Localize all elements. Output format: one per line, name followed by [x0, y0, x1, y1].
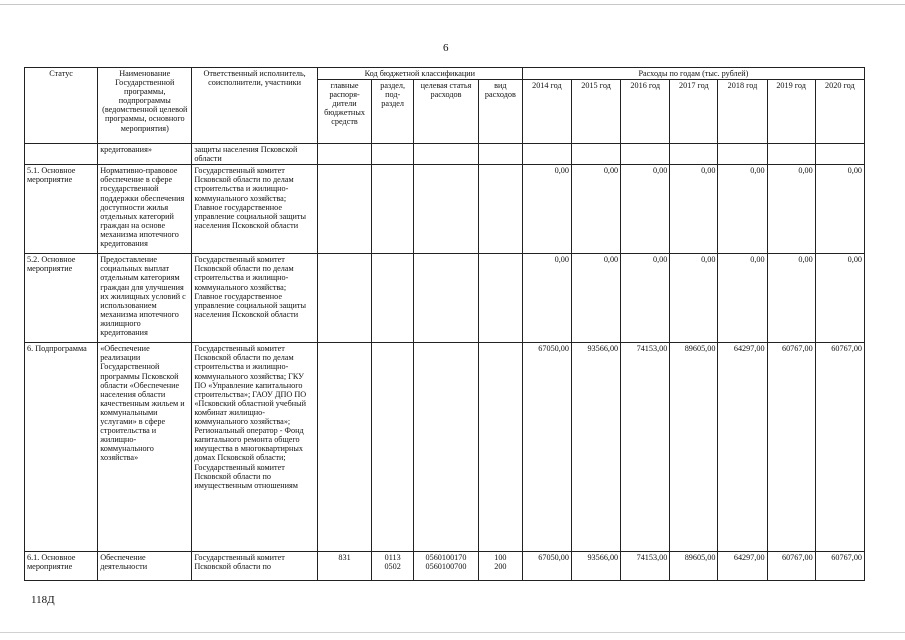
- cell-value-2016: 0,00: [621, 254, 670, 343]
- cell-status: 5.2. Основное мероприятие: [25, 254, 98, 343]
- cell-type: [478, 343, 522, 552]
- cell-type-line: 100: [494, 553, 507, 563]
- budget-table: [24, 67, 865, 581]
- cell-grbs: [317, 165, 371, 254]
- cell-executor: Государственный комитет Псковской области по: [192, 552, 318, 581]
- header-year-2015: 2015 год: [571, 80, 620, 144]
- cell-value-2019: 0,00: [767, 254, 815, 343]
- cell-name: Обеспечение деятельности: [98, 552, 192, 581]
- cell-value-2019: 60767,00: [767, 343, 815, 552]
- cell-value-2015: 93566,00: [571, 343, 620, 552]
- cell-value-2017: 0,00: [670, 254, 718, 343]
- cell-value-2014: 0,00: [522, 254, 571, 343]
- cell-section-line: 0113: [384, 553, 401, 563]
- cell-grbs: [317, 254, 371, 343]
- cell-value-2018: 64297,00: [718, 343, 767, 552]
- table-row: [25, 254, 865, 343]
- cell-value-2015: [571, 144, 620, 165]
- cell-grbs: [317, 144, 371, 165]
- cell-value-2014: [522, 144, 571, 165]
- cell-grbs: 831: [317, 552, 371, 581]
- header-name: Наименование Государственной программы, подпрограммы (ведомственной целевой программы, основного мероприятия): [98, 68, 192, 144]
- cell-value-2017: 0,00: [670, 165, 718, 254]
- header-executor: Ответственный исполнитель, соисполнители, участники: [192, 68, 318, 144]
- cell-section: [372, 165, 414, 254]
- cell-value-2017: 89605,00: [670, 343, 718, 552]
- cell-status: 6.1. Основное мероприятие: [25, 552, 98, 581]
- cell-value-2015: 0,00: [571, 254, 620, 343]
- cell-target: [414, 552, 479, 581]
- cell-value-2014: 67050,00: [522, 343, 571, 552]
- cell-value-2017: 89605,00: [670, 552, 718, 581]
- cell-value-2016: 74153,00: [621, 343, 670, 552]
- header-row-1: [25, 68, 865, 80]
- cell-value-2019: [767, 144, 815, 165]
- cell-target-line: 0560100700: [425, 562, 467, 572]
- header-year-2018: 2018 год: [718, 80, 767, 144]
- header-year-2014: 2014 год: [522, 80, 571, 144]
- cell-grbs: [317, 343, 371, 552]
- table-row: [25, 343, 865, 552]
- cell-value-2020: [815, 144, 864, 165]
- header-year-2017: 2017 год: [670, 80, 718, 144]
- document-code: 118Д: [31, 594, 55, 606]
- header-budget-code: Код бюджетной классификации: [317, 68, 522, 80]
- table-row: [25, 144, 865, 165]
- cell-value-2020: 0,00: [815, 165, 864, 254]
- cell-name: Нормативно-правовое обеспечение в сфере государственной поддержки обеспечения доступности жилья отдельных категорий граждан на основе механизма ипотечного кредитования: [98, 165, 192, 254]
- cell-section: [372, 343, 414, 552]
- scan-edge-bottom: [0, 632, 905, 633]
- cell-value-2020: 0,00: [815, 254, 864, 343]
- header-expense-type: вид расходов: [478, 80, 522, 144]
- cell-value-2018: 0,00: [718, 165, 767, 254]
- cell-name: Предоставление социальных выплат отдельным категориям граждан для улучшения их жилищных условий с использованием механизма ипотечного жилищного кредитования: [98, 254, 192, 343]
- cell-value-2018: [718, 144, 767, 165]
- cell-status: 6. Подпрограмма: [25, 343, 98, 552]
- cell-target: [414, 254, 479, 343]
- cell-value-2015: 0,00: [571, 165, 620, 254]
- cell-value-2016: 74153,00: [621, 552, 670, 581]
- cell-executor: Государственный комитет Псковской области по делам строительства и жилищно-коммунального хозяйства; ГКУ ПО «Управление капитального строительства»; ГАОУ ДПО ПО «Псковский областной учебный комбинат жилищно-коммунального хозяйства»; Региональный оператор - Фонд капитального ремонта общего имущества в многоквартирных домах Псковской области; Государственный комитет Псковской области по имущественным отношениям: [192, 343, 318, 552]
- table-row: [25, 165, 865, 254]
- cell-section-line: 0502: [384, 562, 401, 572]
- scan-edge-top: [0, 4, 905, 5]
- cell-value-2017: [670, 144, 718, 165]
- cell-target: [414, 165, 479, 254]
- cell-name: «Обеспечение реализации Государственной программы Псковской области «Обеспечение населения области качественным жильем и коммунальными услугами» в сфере строительства и жилищно-коммунального хозяйства»: [98, 343, 192, 552]
- table-row: [25, 552, 865, 581]
- cell-target-line: 0560100170: [425, 553, 467, 563]
- cell-value-2019: 60767,00: [767, 552, 815, 581]
- page-number: 6: [443, 42, 449, 54]
- cell-section: [372, 254, 414, 343]
- cell-name: кредитования»: [98, 144, 192, 165]
- cell-value-2020: 60767,00: [815, 552, 864, 581]
- cell-status: 5.1. Основное мероприятие: [25, 165, 98, 254]
- header-section: раздел, под-раздел: [372, 80, 414, 144]
- cell-section: [372, 552, 414, 581]
- cell-value-2014: 0,00: [522, 165, 571, 254]
- header-expenses-by-year: Расходы по годам (тыс. рублей): [522, 68, 864, 80]
- cell-section: [372, 144, 414, 165]
- cell-value-2020: 60767,00: [815, 343, 864, 552]
- cell-type: [478, 552, 522, 581]
- header-year-2020: 2020 год: [815, 80, 864, 144]
- cell-status: [25, 144, 98, 165]
- cell-executor: Государственный комитет Псковской области по делам строительства и жилищно-коммунального хозяйства; Главное государственное управление социальной защиты населения Псковской области: [192, 254, 318, 343]
- cell-value-2016: 0,00: [621, 165, 670, 254]
- cell-value-2016: [621, 144, 670, 165]
- header-year-2016: 2016 год: [621, 80, 670, 144]
- header-year-2019: 2019 год: [767, 80, 815, 144]
- cell-value-2018: 64297,00: [718, 552, 767, 581]
- cell-target: [414, 343, 479, 552]
- cell-executor: защиты населения Псковской области: [192, 144, 318, 165]
- cell-value-2015: 93566,00: [571, 552, 620, 581]
- header-status: Статус: [25, 68, 98, 144]
- header-grbs: главные распоря-дители бюджетных средств: [317, 80, 371, 144]
- cell-type: [478, 165, 522, 254]
- cell-target: [414, 144, 479, 165]
- header-target-item: целевая статья расходов: [414, 80, 479, 144]
- cell-executor: Государственный комитет Псковской области по делам строительства и жилищно-коммунального хозяйства; Главное государственное управление социальной защиты населения Псковской области: [192, 165, 318, 254]
- cell-type: [478, 254, 522, 343]
- cell-type-line: 200: [494, 562, 507, 572]
- cell-value-2019: 0,00: [767, 165, 815, 254]
- cell-value-2018: 0,00: [718, 254, 767, 343]
- cell-type: [478, 144, 522, 165]
- cell-value-2014: 67050,00: [522, 552, 571, 581]
